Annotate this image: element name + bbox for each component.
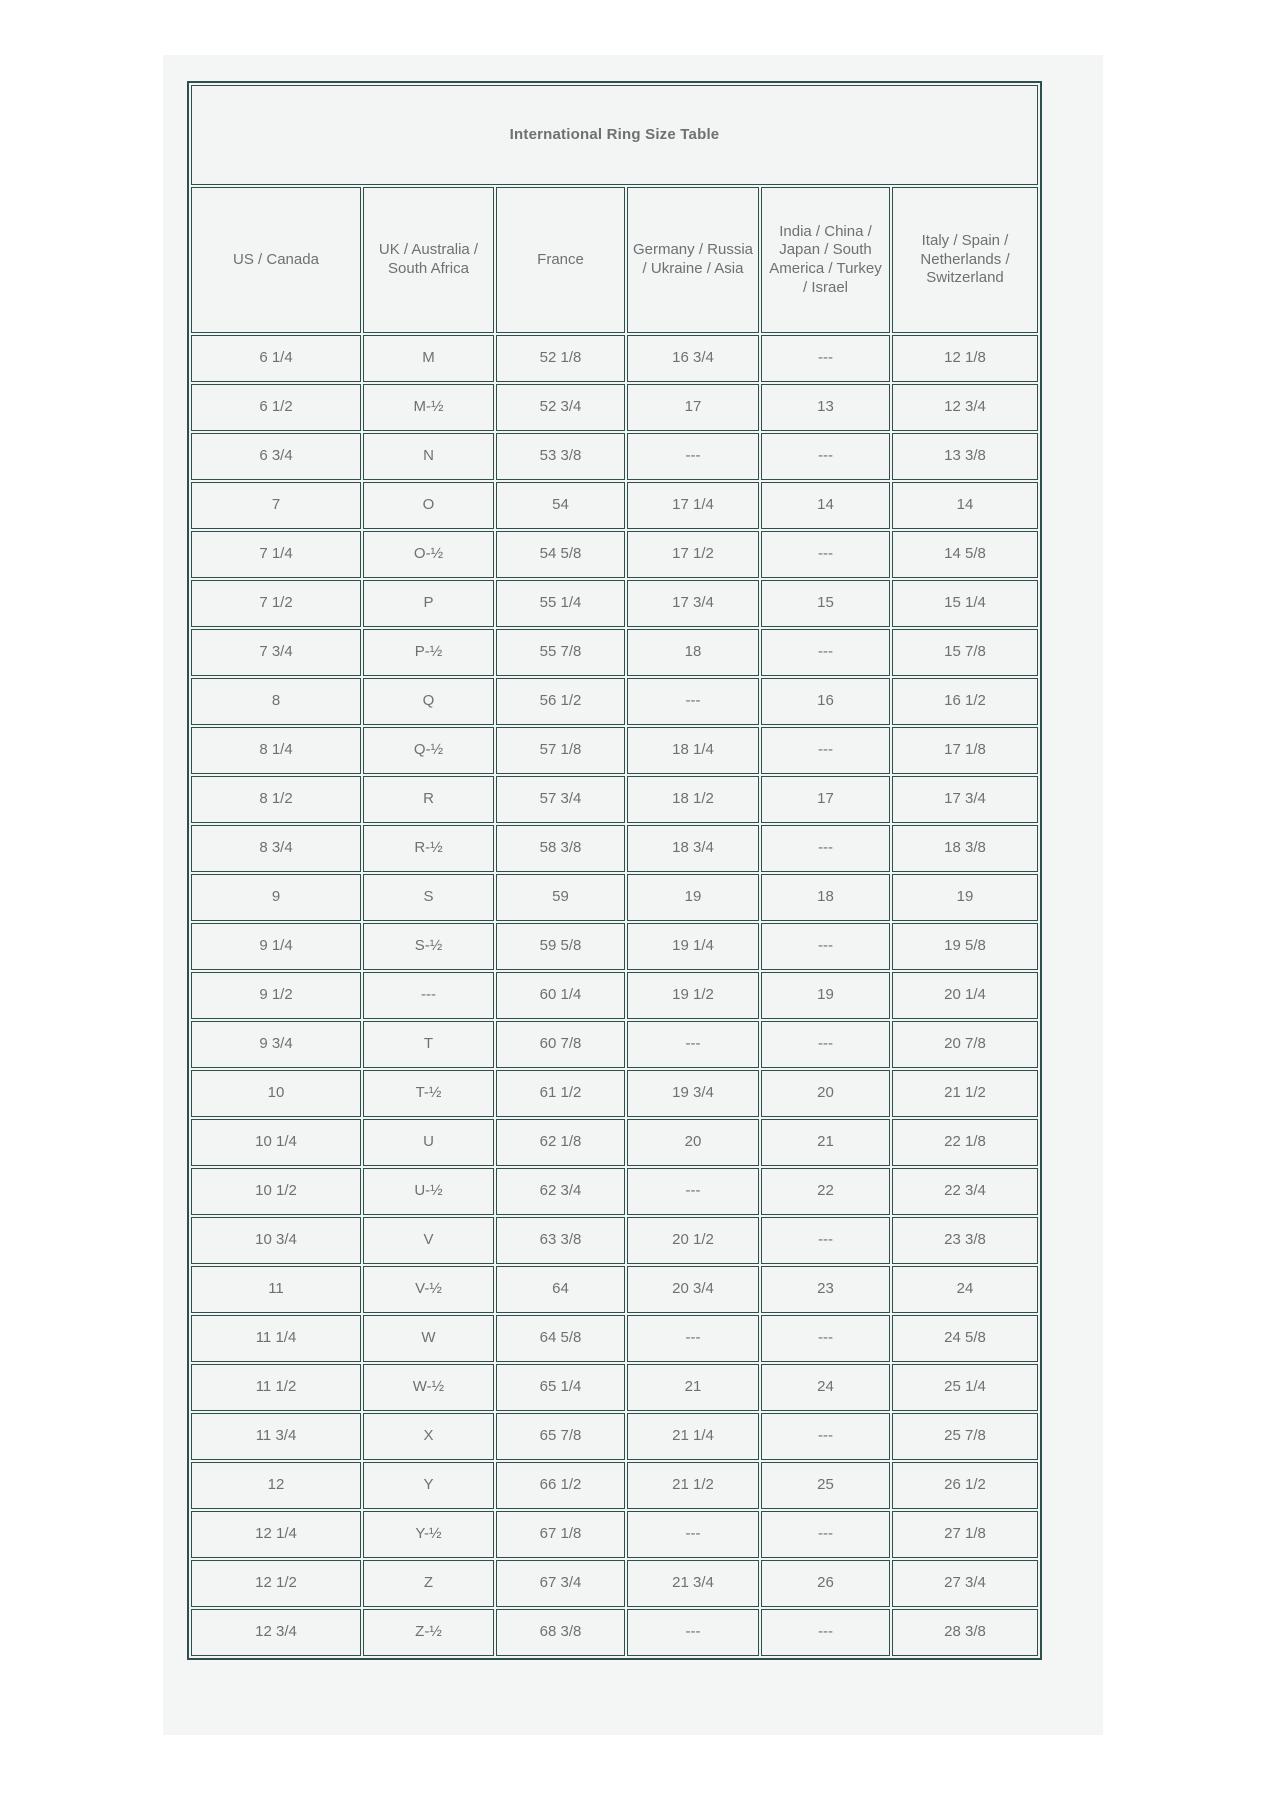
table-cell: 60 7/8	[496, 1021, 625, 1068]
table-cell: 21	[761, 1119, 890, 1166]
table-cell: 24	[892, 1266, 1038, 1313]
page-title: International Ring Size Table	[191, 85, 1038, 185]
column-header-1: UK / Australia / South Africa	[363, 187, 494, 333]
table-cell: W	[363, 1315, 494, 1362]
table-cell: 11 1/4	[191, 1315, 361, 1362]
table-cell: 15 7/8	[892, 629, 1038, 676]
table-cell: 18	[761, 874, 890, 921]
table-cell: 21 1/2	[892, 1070, 1038, 1117]
table-cell: 10 3/4	[191, 1217, 361, 1264]
title-row	[191, 85, 1038, 185]
table-cell: 23	[761, 1266, 890, 1313]
table-cell: M-½	[363, 384, 494, 431]
table-cell: 21	[627, 1364, 759, 1411]
table-cell: 13 3/8	[892, 433, 1038, 480]
column-header-4: India / China / Japan / South America / Turkey / Israel	[761, 187, 890, 333]
table-row	[191, 1315, 1038, 1362]
table-cell: 23 3/8	[892, 1217, 1038, 1264]
table-cell: ---	[627, 1168, 759, 1215]
table-cell: ---	[761, 433, 890, 480]
table-cell: 27 3/4	[892, 1560, 1038, 1607]
table-cell: 17 1/8	[892, 727, 1038, 774]
table-row	[191, 1168, 1038, 1215]
table-cell: 10 1/2	[191, 1168, 361, 1215]
table-cell: 18 3/4	[627, 825, 759, 872]
table-cell: 20 1/2	[627, 1217, 759, 1264]
table-cell: 61 1/2	[496, 1070, 625, 1117]
table-cell: V-½	[363, 1266, 494, 1313]
table-cell: 7	[191, 482, 361, 529]
table-cell: 16 1/2	[892, 678, 1038, 725]
table-cell: 18 1/4	[627, 727, 759, 774]
content-panel	[163, 55, 1103, 1735]
ring-size-table	[187, 81, 1042, 1660]
table-cell: Z-½	[363, 1609, 494, 1656]
table-cell: 8 3/4	[191, 825, 361, 872]
table-cell: 7 1/4	[191, 531, 361, 578]
table-cell: N	[363, 433, 494, 480]
table-cell: S	[363, 874, 494, 921]
table-cell: ---	[761, 923, 890, 970]
table-cell: 6 3/4	[191, 433, 361, 480]
table-row	[191, 1560, 1038, 1607]
table-cell: 54 5/8	[496, 531, 625, 578]
table-cell: 66 1/2	[496, 1462, 625, 1509]
table-cell: 12 3/4	[191, 1609, 361, 1656]
table-cell: 19 1/2	[627, 972, 759, 1019]
table-row	[191, 1021, 1038, 1068]
table-cell: 58 3/8	[496, 825, 625, 872]
table-cell: 9	[191, 874, 361, 921]
table-cell: Z	[363, 1560, 494, 1607]
header-row	[191, 187, 1038, 333]
table-cell: 62 3/4	[496, 1168, 625, 1215]
table-cell: 7 1/2	[191, 580, 361, 627]
table-cell: Y	[363, 1462, 494, 1509]
table-cell: 21 3/4	[627, 1560, 759, 1607]
table-cell: ---	[627, 678, 759, 725]
table-row	[191, 825, 1038, 872]
table-cell: 12 1/8	[892, 335, 1038, 382]
table-cell: 16 3/4	[627, 335, 759, 382]
table-cell: M	[363, 335, 494, 382]
table-cell: ---	[761, 1609, 890, 1656]
table-cell: ---	[627, 1511, 759, 1558]
table-cell: 7 3/4	[191, 629, 361, 676]
table-cell: P	[363, 580, 494, 627]
table-cell: 19	[892, 874, 1038, 921]
table-cell: 8	[191, 678, 361, 725]
table-row	[191, 776, 1038, 823]
table-row	[191, 727, 1038, 774]
table-cell: 19 1/4	[627, 923, 759, 970]
table-cell: O	[363, 482, 494, 529]
table-row	[191, 433, 1038, 480]
table-cell: 18 1/2	[627, 776, 759, 823]
table-cell: ---	[627, 1021, 759, 1068]
column-header-3: Germany / Russia / Ukraine / Asia	[627, 187, 759, 333]
table-cell: Y-½	[363, 1511, 494, 1558]
table-cell: 8 1/2	[191, 776, 361, 823]
table-row	[191, 923, 1038, 970]
table-cell: 14	[761, 482, 890, 529]
table-body	[191, 335, 1038, 1656]
table-row	[191, 1217, 1038, 1264]
column-header-5: Italy / Spain / Netherlands / Switzerland	[892, 187, 1038, 333]
table-cell: 52 1/8	[496, 335, 625, 382]
table-cell: 21 1/2	[627, 1462, 759, 1509]
table-cell: 27 1/8	[892, 1511, 1038, 1558]
table-cell: 57 3/4	[496, 776, 625, 823]
table-cell: 20 1/4	[892, 972, 1038, 1019]
table-cell: 17 3/4	[627, 580, 759, 627]
table-row	[191, 629, 1038, 676]
table-cell: 9 1/4	[191, 923, 361, 970]
table-cell: ---	[761, 1217, 890, 1264]
table-cell: 20	[627, 1119, 759, 1166]
table-cell: U	[363, 1119, 494, 1166]
table-cell: 24	[761, 1364, 890, 1411]
table-row	[191, 972, 1038, 1019]
table-cell: 26 1/2	[892, 1462, 1038, 1509]
table-cell: Q	[363, 678, 494, 725]
table-cell: T	[363, 1021, 494, 1068]
table-cell: 22 1/8	[892, 1119, 1038, 1166]
table-cell: X	[363, 1413, 494, 1460]
table-cell: 20	[761, 1070, 890, 1117]
table-row	[191, 678, 1038, 725]
table-cell: P-½	[363, 629, 494, 676]
table-cell: 11 1/2	[191, 1364, 361, 1411]
table-cell: 55 7/8	[496, 629, 625, 676]
table-cell: ---	[761, 531, 890, 578]
table-cell: 8 1/4	[191, 727, 361, 774]
table-cell: 63 3/8	[496, 1217, 625, 1264]
table-cell: 26	[761, 1560, 890, 1607]
table-cell: O-½	[363, 531, 494, 578]
table-cell: 67 1/8	[496, 1511, 625, 1558]
table-cell: 19 3/4	[627, 1070, 759, 1117]
table-cell: Q-½	[363, 727, 494, 774]
table-cell: 10 1/4	[191, 1119, 361, 1166]
table-cell: ---	[761, 1413, 890, 1460]
table-cell: 59 5/8	[496, 923, 625, 970]
table-cell: ---	[627, 1315, 759, 1362]
table-cell: 12 3/4	[892, 384, 1038, 431]
table-cell: ---	[761, 1315, 890, 1362]
table-cell: ---	[761, 629, 890, 676]
table-cell: 65 7/8	[496, 1413, 625, 1460]
table-cell: 53 3/8	[496, 433, 625, 480]
table-cell: 52 3/4	[496, 384, 625, 431]
table-cell: 55 1/4	[496, 580, 625, 627]
table-row	[191, 1413, 1038, 1460]
table-cell: ---	[761, 1511, 890, 1558]
table-cell: 57 1/8	[496, 727, 625, 774]
table-cell: ---	[761, 335, 890, 382]
table-cell: 19	[627, 874, 759, 921]
table-row	[191, 1511, 1038, 1558]
table-cell: 20 3/4	[627, 1266, 759, 1313]
table-row	[191, 874, 1038, 921]
table-cell: ---	[363, 972, 494, 1019]
table-cell: 25 7/8	[892, 1413, 1038, 1460]
table-cell: U-½	[363, 1168, 494, 1215]
table-cell: 54	[496, 482, 625, 529]
table-cell: 19 5/8	[892, 923, 1038, 970]
table-cell: ---	[761, 1021, 890, 1068]
table-cell: 62 1/8	[496, 1119, 625, 1166]
table-cell: 14	[892, 482, 1038, 529]
table-row	[191, 1119, 1038, 1166]
column-header-0: US / Canada	[191, 187, 361, 333]
table-cell: 17	[761, 776, 890, 823]
table-cell: T-½	[363, 1070, 494, 1117]
table-cell: 11 3/4	[191, 1413, 361, 1460]
table-cell: 10	[191, 1070, 361, 1117]
table-row	[191, 482, 1038, 529]
table-cell: 25	[761, 1462, 890, 1509]
table-cell: 16	[761, 678, 890, 725]
table-cell: 28 3/8	[892, 1609, 1038, 1656]
table-cell: 22 3/4	[892, 1168, 1038, 1215]
table-cell: 12 1/2	[191, 1560, 361, 1607]
table-cell: 59	[496, 874, 625, 921]
table-row	[191, 1364, 1038, 1411]
table-cell: 25 1/4	[892, 1364, 1038, 1411]
table-cell: 19	[761, 972, 890, 1019]
table-cell: 20 7/8	[892, 1021, 1038, 1068]
table-cell: 22	[761, 1168, 890, 1215]
table-cell: 24 5/8	[892, 1315, 1038, 1362]
table-cell: ---	[627, 1609, 759, 1656]
table-cell: ---	[761, 727, 890, 774]
table-row	[191, 580, 1038, 627]
table-cell: ---	[761, 825, 890, 872]
table-cell: 15	[761, 580, 890, 627]
table-cell: 6 1/4	[191, 335, 361, 382]
table-cell: S-½	[363, 923, 494, 970]
table-cell: 9 1/2	[191, 972, 361, 1019]
table-cell: R-½	[363, 825, 494, 872]
table-row	[191, 1462, 1038, 1509]
table-cell: 11	[191, 1266, 361, 1313]
table-row	[191, 1070, 1038, 1117]
table-cell: 64 5/8	[496, 1315, 625, 1362]
table-row	[191, 531, 1038, 578]
table-cell: 68 3/8	[496, 1609, 625, 1656]
table-cell: 14 5/8	[892, 531, 1038, 578]
table-cell: ---	[627, 433, 759, 480]
table-cell: R	[363, 776, 494, 823]
table-cell: 12 1/4	[191, 1511, 361, 1558]
table-cell: 15 1/4	[892, 580, 1038, 627]
table-row	[191, 335, 1038, 382]
table-cell: 17 1/2	[627, 531, 759, 578]
table-cell: 9 3/4	[191, 1021, 361, 1068]
table-cell: 56 1/2	[496, 678, 625, 725]
table-cell: 18 3/8	[892, 825, 1038, 872]
table-row	[191, 1266, 1038, 1313]
column-header-2: France	[496, 187, 625, 333]
table-cell: 12	[191, 1462, 361, 1509]
table-cell: V	[363, 1217, 494, 1264]
table-cell: 21 1/4	[627, 1413, 759, 1460]
table-cell: 6 1/2	[191, 384, 361, 431]
table-cell: 17 3/4	[892, 776, 1038, 823]
table-row	[191, 384, 1038, 431]
table-cell: 60 1/4	[496, 972, 625, 1019]
table-cell: 67 3/4	[496, 1560, 625, 1607]
table-cell: 64	[496, 1266, 625, 1313]
table-cell: 13	[761, 384, 890, 431]
table-cell: W-½	[363, 1364, 494, 1411]
table-cell: 17 1/4	[627, 482, 759, 529]
table-cell: 18	[627, 629, 759, 676]
table-cell: 17	[627, 384, 759, 431]
table-row	[191, 1609, 1038, 1656]
table-cell: 65 1/4	[496, 1364, 625, 1411]
